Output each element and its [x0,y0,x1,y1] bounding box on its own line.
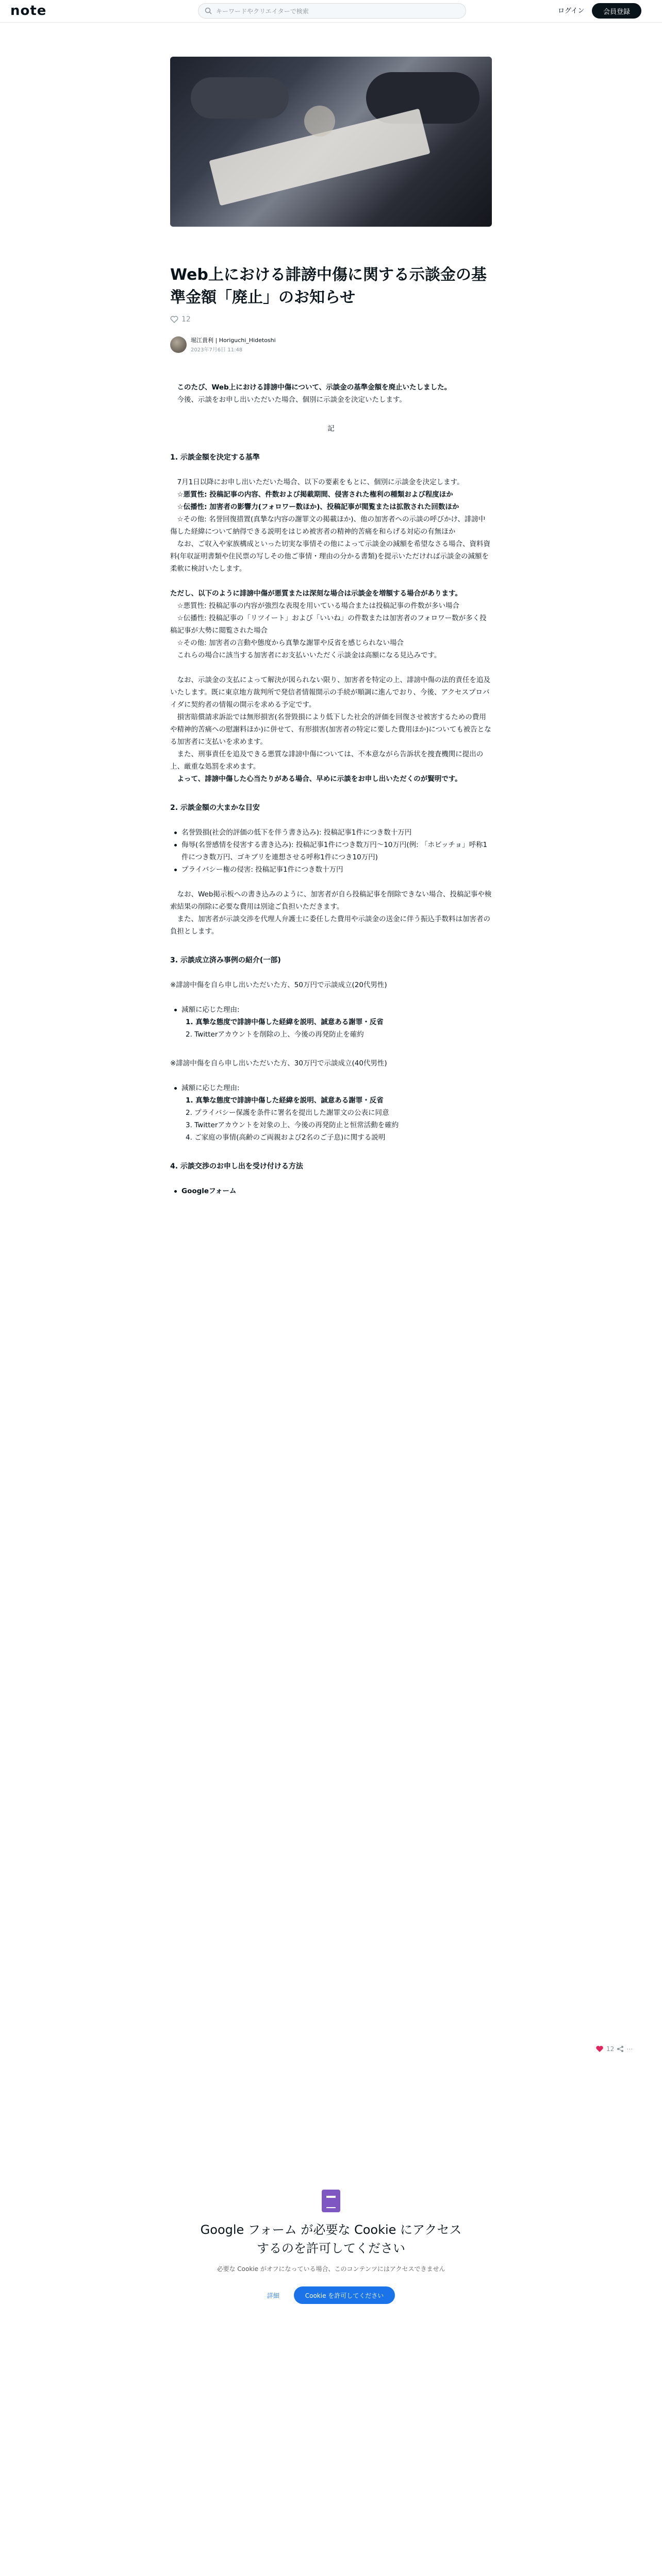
reason-list [170,1082,492,1094]
amount-list [170,826,492,876]
signup-button[interactable]: 会員登録 [592,3,641,19]
list-item: 2. プライバシー保護を条件に署名を提出した謝罪文の公表に同意 [186,1109,389,1117]
list-item: 4. ご家庭の事情(高齢のご両親および2名のご子息)に関する説明 [186,1133,386,1142]
paragraph: ☆伝播性: 投稿記事の「リツイート」および「いいね」の件数または加害者のフォロワー数が多く投稿記事が大勢に閲覧された場合 [170,614,487,635]
reason-list [170,1004,492,1016]
like-count: 12 [181,315,191,324]
paragraph: なお、ご収入や家族構成といった切実な事情その他によって示談金の減額を希望なさる場合、資料資料(年収証明書類や住民票の写しその他ご事情・理由の分かる書類)を提示いただければ示談金の減額を柔軟に検討いたします。 [170,540,490,573]
section-heading: 1. 示談金額を決定する基準 [170,453,260,462]
consent-title: Google フォーム が必要な Cookie にアクセスするのを許可してください [200,2223,462,2256]
paragraph: これらの場合に該当する加害者にお支払いいただく示談金は高額になる見込みです。 [177,651,441,659]
case-heading: ※誹謗中傷を自ら申し出いただいた方、30万円で示談成立(40代男性) [170,1059,387,1067]
google-forms-icon [322,2190,340,2212]
paragraph: ☆悪質性: 投稿記事の内容が強烈な表現を用いている場合または投稿記事の件数が多い場合 [177,602,459,610]
note-logo[interactable]: note [10,3,47,19]
share-icon[interactable] [617,2045,624,2053]
search-input[interactable] [198,3,466,19]
search-placeholder: キーワードやクリエイターで検索 [216,7,309,15]
paragraph: ☆伝播性: 加害者の影響力(フォロワー数ほか)、投稿記事が閲覧または拡散された回数ほか [177,503,459,511]
article-body [170,381,492,1197]
like-count: 12 [606,2045,615,2053]
intro-paragraph: 今後、示談をお申し出いただいた場合、個別に示談金を決定いたします。 [177,396,406,404]
paragraph: ☆悪質性: 投稿記事の内容、件数および掲載期間、侵害された権利の種類および程度ほか [177,490,453,499]
list-item: 減額に応じた理由: [170,1004,492,1016]
paragraph: 損害賠償請求訴訟では無形損害(名誉毀損により低下した社会的評価を回復させ被害するための費用や精神的苦痛への慰謝料ほか)に併せて、有形損害(加害者の特定に要した費用ほか)についても被告となる加害者に支払いを求めます。 [170,713,491,746]
list-item: Googleフォーム [170,1185,492,1197]
case-heading: ※誹謗中傷を自ら申し出いただいた方、50万円で示談成立(20代男性) [170,981,387,989]
details-link[interactable]: 詳細 [267,2292,279,2299]
reaction-bar [595,2045,635,2053]
author-name[interactable]: 堀江貴利 | Horiguchi_Hidetoshi [191,337,276,344]
list-item: 2. Twitterアカウントを削除の上、今後の再発防止を確約 [186,1030,364,1039]
login-link[interactable]: ログイン [558,7,585,15]
search-icon [205,7,212,14]
paragraph: よって、誹謗中傷した心当たりがある場合、早めに示談をお申し出いただくのが賢明です。 [177,775,462,783]
section-heading: 4. 示談交渉のお申し出を受け付ける方法 [170,1162,303,1171]
intro-paragraph: このたび、Web上における誹謗中傷について、示談金の基準金額を廃止いたしました。 [177,383,452,392]
heart-icon [170,316,178,323]
paragraph: また、加害者が示談交渉を代理人弁護士に委任した費用や示談金の送金に伴う振込手数料は加害者の負担とします。 [170,915,490,936]
paragraph: なお、示談金の支払によって解決が図られない限り、加害者を特定の上、誹謗中傷の法的責任を追及いたします。既に東京地方裁判所で発信者情報開示の手続が順調に進んでおり、今後、アクセスプロバイダに契約者の情報の開示を求める予定です。 [170,676,490,709]
list-item: 減額に応じた理由: [170,1082,492,1094]
paragraph: また、刑事責任を追及できる悪質な誹謗中傷については、不本意ながら告訴状を捜査機関に提出の上、厳重な処罰を求めます。 [170,750,484,771]
article-title: Web上における誹謗中傷に関する示談金の基準金額「廃止」のお知らせ [170,266,487,307]
list-item: 1. 真摯な態度で誹謗中傷した経緯を説明、誠意ある謝罪・反省 [186,1096,384,1105]
ki-marker: 記 [327,425,335,433]
paragraph: なお、Web掲示板への書き込みのように、加害者が自ら投稿記事を削除できない場合、投稿記事や検索結果の削除に必要な費用は別途ご負担いただきます。 [170,890,492,911]
paragraph: ただし、以下のように誹謗中傷が悪質または深刻な場合は示談金を増額する場合があります。 [170,589,462,598]
allow-cookie-button[interactable]: Cookie を許可してください [294,2286,395,2304]
avatar[interactable] [170,336,187,353]
list-item: 侮辱(名誉感情を侵害する書き込み): 投稿記事1件につき数万円〜10万円(例: 「ホビッチョ」呼称1件につき数万円、ゴキブリを連想させる呼称1件につき10万円) [170,839,492,863]
paragraph: ☆その他: 名誉回復措置(真摯な内容の謝罪文の掲載ほか)、他の加害者への示談の呼びかけ、誹謗中傷した経緯について納得できる説明をはじめ被害者の精神的苦痛を和らげる対応の有無ほか [170,515,486,536]
section-heading: 3. 示談成立済み事例の紹介(一部) [170,956,281,964]
paragraph: 7月1日以降にお申し出いただいた場合、以下の要素をもとに、個別に示談金を決定します。 [177,478,464,486]
more-icon[interactable]: ⋯ [626,2045,633,2053]
list-item: 3. Twitterアカウントを対象の上、今後の再発防止と恒常活動を確約 [186,1121,399,1129]
section-heading: 2. 示談金額の大まかな目安 [170,804,260,812]
paragraph: ☆その他: 加害者の言動や態度から真摯な謝罪や反省を感じられない場合 [177,639,404,647]
consent-subtext: 必要な Cookie がオフになっている場合、このコンテンツにはアクセスできません [217,2265,445,2273]
hero-image [170,57,492,227]
list-item: 名誉毀損(社会的評価の低下を伴う書き込み): 投稿記事1件につき数十万円 [170,826,492,839]
list-item: 1. 真摯な態度で誹謗中傷した経緯を説明、誠意ある謝罪・反省 [186,1018,384,1026]
author-block[interactable] [170,336,276,353]
post-date: 2023年7月6日 11:48 [191,347,243,353]
site-header [0,0,662,23]
like-counter[interactable] [170,315,191,324]
method-list [170,1185,492,1197]
list-item: プライバシー権の侵害: 投稿記事1件につき数十万円 [170,863,492,876]
cookie-consent-embed [170,2190,492,2304]
heart-icon[interactable] [595,2045,604,2053]
